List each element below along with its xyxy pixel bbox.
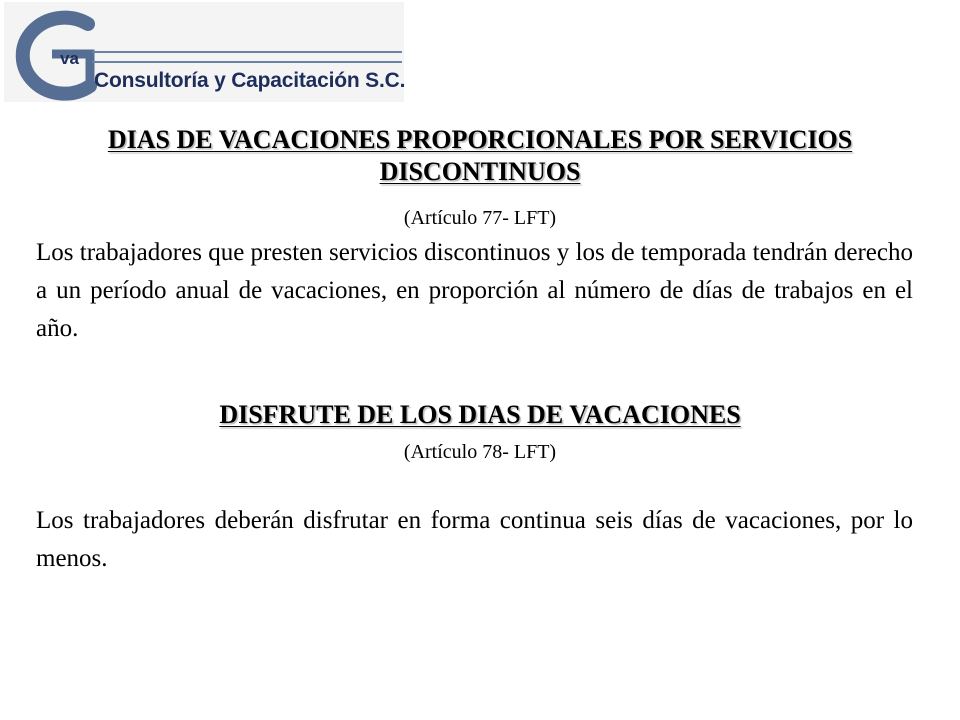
section2-body: Los trabajadores deberán disfrutar en forma continua seis días de vacaciones, por lo menos. [36, 507, 913, 572]
section1-article-ref: (Artículo 77- LFT) [403, 207, 557, 229]
company-logo [4, 2, 404, 102]
section1-body: Los trabajadores que presten servicios discontinuos y los de temporada tendrán derecho a un período anual de vacaciones, en proporción al número de días de trabajos en el año. [36, 239, 913, 342]
section2-heading: DISFRUTE DE LOS DIAS DE VACACIONES [219, 400, 741, 429]
logo-va-mark: va [60, 49, 79, 68]
company-name: Consultoría y Capacitación S.C. [94, 69, 406, 92]
section2-article-ref: (Artículo 78- LFT) [403, 441, 557, 463]
section1-heading: DIAS DE VACACIONES PROPORCIONALES POR SERVICIOS DISCONTINUOS [107, 125, 853, 186]
